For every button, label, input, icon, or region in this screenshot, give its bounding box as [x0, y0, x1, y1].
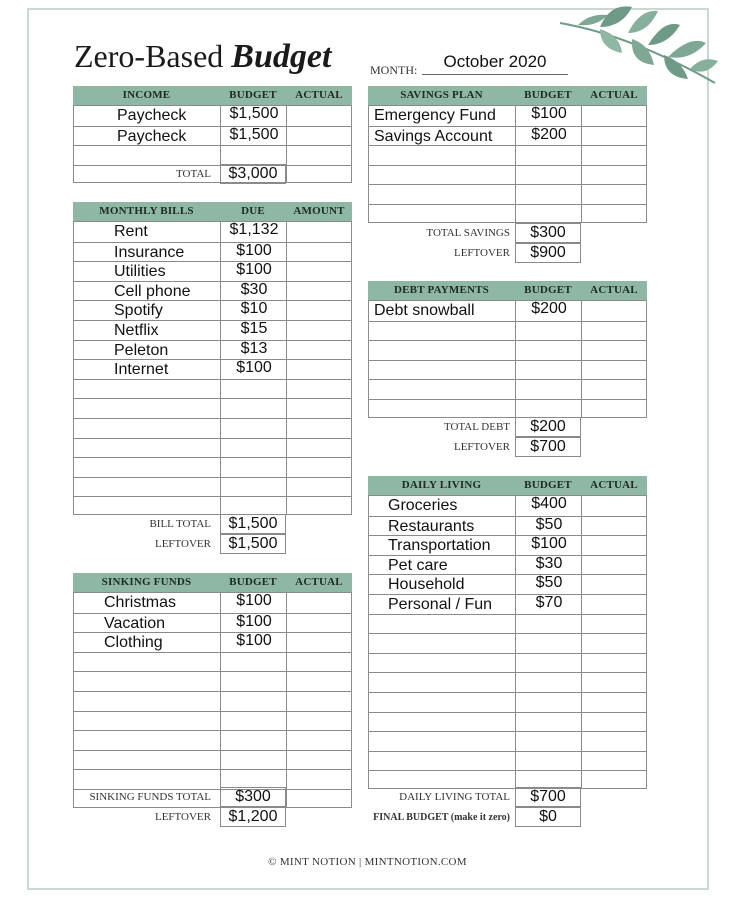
- table-row[interactable]: [369, 106, 646, 126]
- final-budget-label: FINAL BUDGET (make it zero): [373, 812, 510, 823]
- column-header: DUE: [241, 205, 265, 217]
- row-label: Emergency Fund: [374, 107, 496, 124]
- table-row[interactable]: [74, 340, 351, 360]
- table-row[interactable]: [369, 145, 646, 165]
- row-label: Cell phone: [114, 283, 191, 300]
- table-grid: [73, 592, 352, 808]
- row-label: Vacation: [104, 615, 166, 632]
- table-row[interactable]: [74, 691, 351, 711]
- table-row[interactable]: [369, 340, 646, 360]
- table-row[interactable]: [369, 379, 646, 399]
- row-value: $100: [236, 242, 272, 259]
- sinking-funds-total-label: SINKING FUNDS TOTAL: [89, 791, 211, 803]
- page-title: [74, 38, 331, 76]
- row-label: Paycheck: [117, 107, 187, 124]
- row-label: Clothing: [104, 634, 163, 651]
- footer-credit: © MINT NOTION | MINTNOTION.COM: [268, 856, 467, 868]
- table-row[interactable]: [369, 126, 646, 146]
- table-row[interactable]: [369, 614, 646, 634]
- column-divider: [286, 106, 287, 182]
- table-row[interactable]: [74, 632, 351, 652]
- table-row[interactable]: [74, 457, 351, 477]
- row-label: Pet care: [388, 557, 448, 574]
- column-divider: [286, 222, 287, 514]
- sinking-funds-leftover-value[interactable]: $1,200: [220, 807, 286, 827]
- column-header: SAVINGS PLAN: [400, 89, 483, 101]
- savings-leftover-label: LEFTOVER: [453, 247, 510, 259]
- row-label: Debt snowball: [374, 302, 475, 319]
- table-row[interactable]: [74, 496, 351, 516]
- column-header: ACTUAL: [590, 89, 638, 101]
- table-row[interactable]: [369, 184, 646, 204]
- final-budget-value[interactable]: $0: [515, 807, 581, 827]
- column-divider: [581, 496, 582, 788]
- month-field[interactable]: October 2020: [422, 52, 568, 75]
- table-header: [73, 202, 352, 221]
- row-label: Transportation: [388, 537, 491, 554]
- income-total-label: TOTAL: [176, 168, 211, 180]
- sinking-funds-total-value[interactable]: $300: [220, 787, 286, 807]
- row-value: $50: [535, 516, 563, 533]
- debt-total-value[interactable]: $200: [515, 417, 581, 437]
- row-value: $50: [535, 574, 563, 591]
- row-label: Insurance: [114, 244, 185, 261]
- table-row[interactable]: [369, 712, 646, 732]
- row-value: $100: [236, 632, 272, 649]
- column-header: ACTUAL: [590, 284, 638, 296]
- column-divider: [581, 301, 582, 417]
- column-header: DEBT PAYMENTS: [393, 284, 489, 296]
- row-value: $1,500: [229, 105, 279, 122]
- column-divider: [220, 593, 221, 807]
- row-value: $100: [236, 613, 272, 630]
- row-value: $400: [531, 495, 567, 512]
- leaf-decoration-icon: [540, 5, 720, 95]
- row-value: $13: [240, 340, 268, 357]
- table-row[interactable]: [74, 379, 351, 399]
- month-label: MONTH:: [370, 63, 418, 77]
- debt-leftover-label: LEFTOVER: [453, 441, 510, 453]
- column-header: BUDGET: [524, 284, 572, 296]
- row-label: Restaurants: [388, 518, 475, 535]
- table-row[interactable]: [369, 692, 646, 712]
- table-row[interactable]: [369, 770, 646, 790]
- row-value: $100: [236, 359, 272, 376]
- row-value: $100: [236, 592, 272, 609]
- column-header: SINKING FUNDS: [101, 576, 192, 588]
- table-row[interactable]: [369, 751, 646, 771]
- row-value: $1,132: [229, 221, 279, 238]
- row-label: Personal / Fun: [388, 596, 493, 613]
- column-header: ACTUAL: [295, 576, 343, 588]
- table-row[interactable]: [74, 126, 351, 146]
- table-row[interactable]: [369, 516, 646, 536]
- row-label: Netflix: [114, 322, 159, 339]
- row-label: Peleton: [114, 342, 169, 359]
- savings-leftover-value[interactable]: $900: [515, 243, 581, 263]
- table-row[interactable]: [369, 535, 646, 555]
- table-row[interactable]: [74, 359, 351, 379]
- column-header: BUDGET: [524, 89, 572, 101]
- table-header: [368, 476, 647, 495]
- table-row[interactable]: [74, 652, 351, 672]
- row-value: $15: [240, 320, 268, 337]
- row-label: Groceries: [388, 497, 458, 514]
- table-row[interactable]: [74, 320, 351, 340]
- row-value: $30: [535, 555, 563, 572]
- column-header: ACTUAL: [590, 479, 638, 491]
- table-grid: [368, 105, 647, 223]
- table-row[interactable]: [74, 593, 351, 613]
- row-label: Internet: [114, 361, 169, 378]
- table-grid: [368, 495, 647, 789]
- table-row[interactable]: [369, 731, 646, 751]
- table-row[interactable]: [369, 301, 646, 321]
- table-grid: [368, 300, 647, 418]
- row-label: Utilities: [114, 263, 166, 280]
- column-divider: [515, 496, 516, 788]
- table-row[interactable]: [74, 398, 351, 418]
- table-row[interactable]: [369, 399, 646, 419]
- table-row[interactable]: [74, 730, 351, 750]
- table-row[interactable]: [369, 360, 646, 380]
- table-header: [73, 573, 352, 592]
- row-label: Rent: [114, 223, 148, 240]
- savings-total-value[interactable]: $300: [515, 223, 581, 243]
- column-divider: [581, 106, 582, 222]
- table-header: [368, 281, 647, 300]
- table-row[interactable]: [74, 671, 351, 691]
- debt-leftover-value[interactable]: $700: [515, 437, 581, 457]
- bills-leftover-value[interactable]: $1,500: [220, 534, 286, 554]
- title-script: Budget: [231, 38, 332, 75]
- row-label: Spotify: [114, 302, 163, 319]
- table-header: [368, 86, 647, 105]
- column-divider: [515, 301, 516, 417]
- table-row[interactable]: [74, 300, 351, 320]
- row-value: $200: [531, 300, 567, 317]
- row-value: $70: [535, 594, 563, 611]
- row-value: $100: [236, 261, 272, 278]
- column-header: AMOUNT: [293, 205, 345, 217]
- table-row[interactable]: [74, 261, 351, 281]
- table-row[interactable]: [369, 594, 646, 614]
- savings-total-label: TOTAL SAVINGS: [426, 227, 510, 239]
- table-row[interactable]: [74, 613, 351, 633]
- column-header: BUDGET: [229, 89, 277, 101]
- table-row[interactable]: [74, 145, 351, 165]
- table-row[interactable]: [74, 750, 351, 770]
- column-header: BUDGET: [524, 479, 572, 491]
- table-header: [73, 86, 352, 105]
- table-row[interactable]: [369, 555, 646, 575]
- table-row[interactable]: [369, 574, 646, 594]
- column-header: INCOME: [122, 89, 171, 101]
- row-label: Household: [388, 576, 465, 593]
- row-value: $100: [531, 535, 567, 552]
- table-row[interactable]: [74, 106, 351, 126]
- table-row[interactable]: [369, 321, 646, 341]
- table-row[interactable]: [369, 496, 646, 516]
- row-value: $30: [240, 281, 268, 298]
- row-value: $200: [531, 126, 567, 143]
- row-label: Savings Account: [374, 128, 493, 145]
- sinking-funds-leftover-label: LEFTOVER: [154, 811, 211, 823]
- column-header: BUDGET: [229, 576, 277, 588]
- table-row[interactable]: [74, 711, 351, 731]
- column-header: DAILY LIVING: [401, 479, 482, 491]
- table-row[interactable]: [369, 204, 646, 224]
- table-row[interactable]: [369, 672, 646, 692]
- column-divider: [515, 106, 516, 222]
- income-total-value[interactable]: $3,000: [220, 164, 286, 184]
- row-label: Paycheck: [117, 128, 187, 145]
- column-header: MONTHLY BILLS: [99, 205, 194, 217]
- table-row[interactable]: [369, 653, 646, 673]
- bill-total-label: BILL TOTAL: [149, 518, 211, 530]
- title-main: Zero-Based: [74, 38, 224, 74]
- bill-total-value[interactable]: $1,500: [220, 514, 286, 534]
- table-grid: [73, 221, 352, 515]
- debt-total-label: TOTAL DEBT: [443, 421, 510, 433]
- bills-leftover-label: LEFTOVER: [154, 538, 211, 550]
- daily-living-total-value[interactable]: $700: [515, 787, 581, 807]
- column-header: ACTUAL: [295, 89, 343, 101]
- table-row[interactable]: [74, 281, 351, 301]
- table-row[interactable]: [74, 769, 351, 789]
- row-value: $100: [531, 105, 567, 122]
- column-divider: [286, 593, 287, 807]
- row-value: $10: [240, 300, 268, 317]
- table-row[interactable]: [369, 165, 646, 185]
- table-row[interactable]: [74, 477, 351, 497]
- row-value: $1,500: [229, 126, 279, 143]
- row-label: Christmas: [104, 594, 177, 611]
- table-row[interactable]: [369, 633, 646, 653]
- column-divider: [220, 222, 221, 514]
- daily-living-total-label: DAILY LIVING TOTAL: [399, 791, 510, 803]
